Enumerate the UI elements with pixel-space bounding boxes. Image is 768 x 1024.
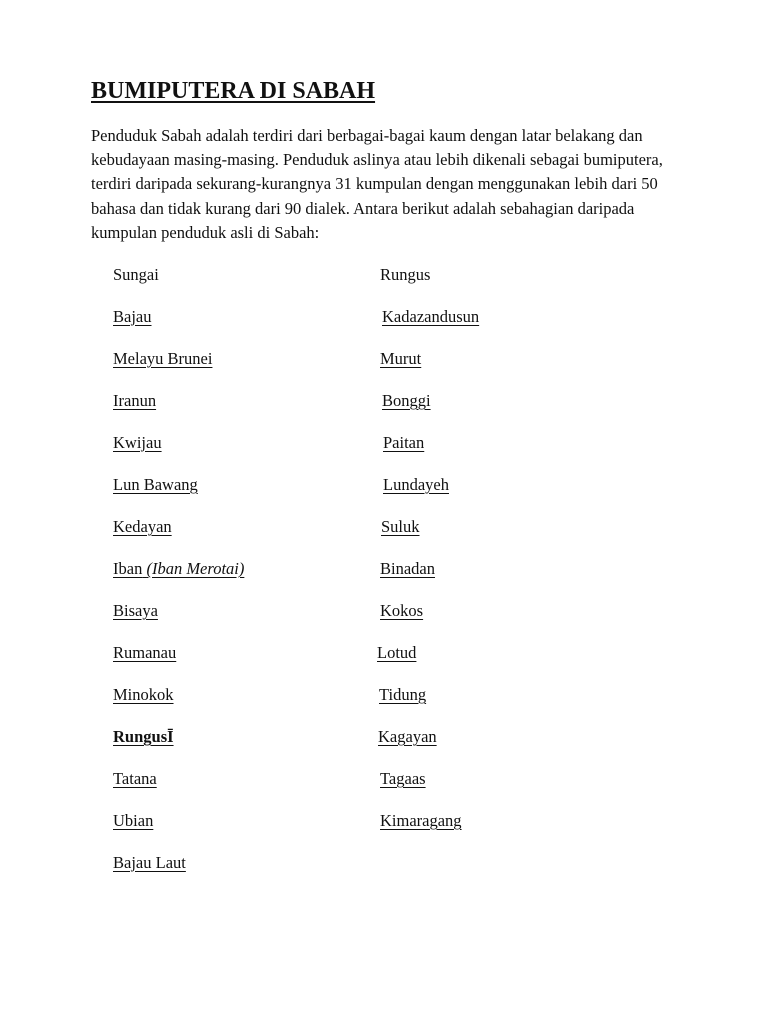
list-item	[113, 642, 244, 684]
list-item	[113, 600, 244, 642]
group-name: Kadazandusun	[382, 307, 480, 326]
group-name: Iranun	[113, 391, 157, 410]
list-item	[380, 558, 479, 600]
group-name: Kedayan	[113, 517, 172, 536]
list-item	[113, 432, 244, 474]
list-item	[113, 852, 244, 894]
list-item	[380, 600, 479, 642]
group-name: Suluk	[381, 517, 420, 536]
group-name: RungusĪ	[113, 727, 174, 746]
list-item	[113, 684, 244, 726]
list-item	[113, 726, 244, 768]
list-item	[380, 390, 479, 432]
list-item	[380, 432, 479, 474]
group-name: Rumanau	[113, 643, 177, 662]
list-item	[113, 390, 244, 432]
list-item	[380, 306, 479, 348]
list-item	[380, 474, 479, 516]
list-item	[380, 768, 479, 810]
group-name: Bajau	[113, 307, 152, 326]
group-name-extra: (Iban Merotai)	[146, 559, 245, 578]
list-item	[113, 558, 244, 600]
group-name: Rungus	[380, 265, 431, 284]
group-name: Melayu Brunei	[113, 349, 213, 368]
group-name: Ubian	[113, 811, 154, 830]
group-name: Lun Bawang	[113, 475, 198, 494]
list-item	[113, 306, 244, 348]
group-name: Kimaragang	[380, 811, 462, 830]
list-item	[113, 264, 244, 306]
group-name: Minokok	[113, 685, 174, 704]
list-item	[377, 642, 479, 684]
group-name: Kagayan	[378, 727, 437, 746]
group-name: Paitan	[383, 433, 425, 452]
list-item	[380, 726, 479, 768]
group-list-right	[377, 264, 480, 852]
group-name: Bisaya	[113, 601, 158, 620]
list-item	[113, 768, 244, 810]
group-name: Bajau Laut	[113, 853, 186, 872]
intro-paragraph: Penduduk Sabah adalah terdiri dari berbagai-bagai kaum dengan latar belakang dan kebudayaan masing-masing. Penduduk aslinya atau lebih dikenali sebagai bumiputera, terdiri daripada sekurang-kurangnya 31 kumpulan dengan menggunakan lebih dari 50 bahasa dan tidak kurang dari 90 dialek. Antara berikut adalah sebahagian daripada kumpulan penduduk asli di Sabah:	[91, 126, 663, 242]
list-item	[113, 348, 244, 390]
group-name: Binadan	[380, 559, 435, 578]
group-list-left	[113, 264, 244, 894]
group-name: Kwijau	[113, 433, 162, 452]
list-item	[380, 684, 479, 726]
group-name: Lundayeh	[383, 475, 449, 494]
list-item	[380, 516, 479, 558]
list-item	[380, 348, 479, 390]
group-name: Tatana	[113, 769, 157, 788]
list-item	[380, 810, 479, 852]
list-item	[113, 474, 244, 516]
group-name: Bonggi	[382, 391, 431, 410]
group-name: Tagaas	[380, 769, 426, 788]
group-name: Lotud	[377, 643, 417, 662]
list-item	[380, 264, 479, 306]
list-item	[113, 516, 244, 558]
document-title: BUMIPUTERA DI SABAH	[91, 78, 376, 104]
group-name: Tidung	[379, 685, 427, 704]
group-name: Iban	[113, 559, 143, 578]
group-name: Murut	[380, 349, 422, 368]
group-name: Sungai	[113, 265, 159, 284]
group-name: Kokos	[380, 601, 424, 620]
list-item	[113, 810, 244, 852]
